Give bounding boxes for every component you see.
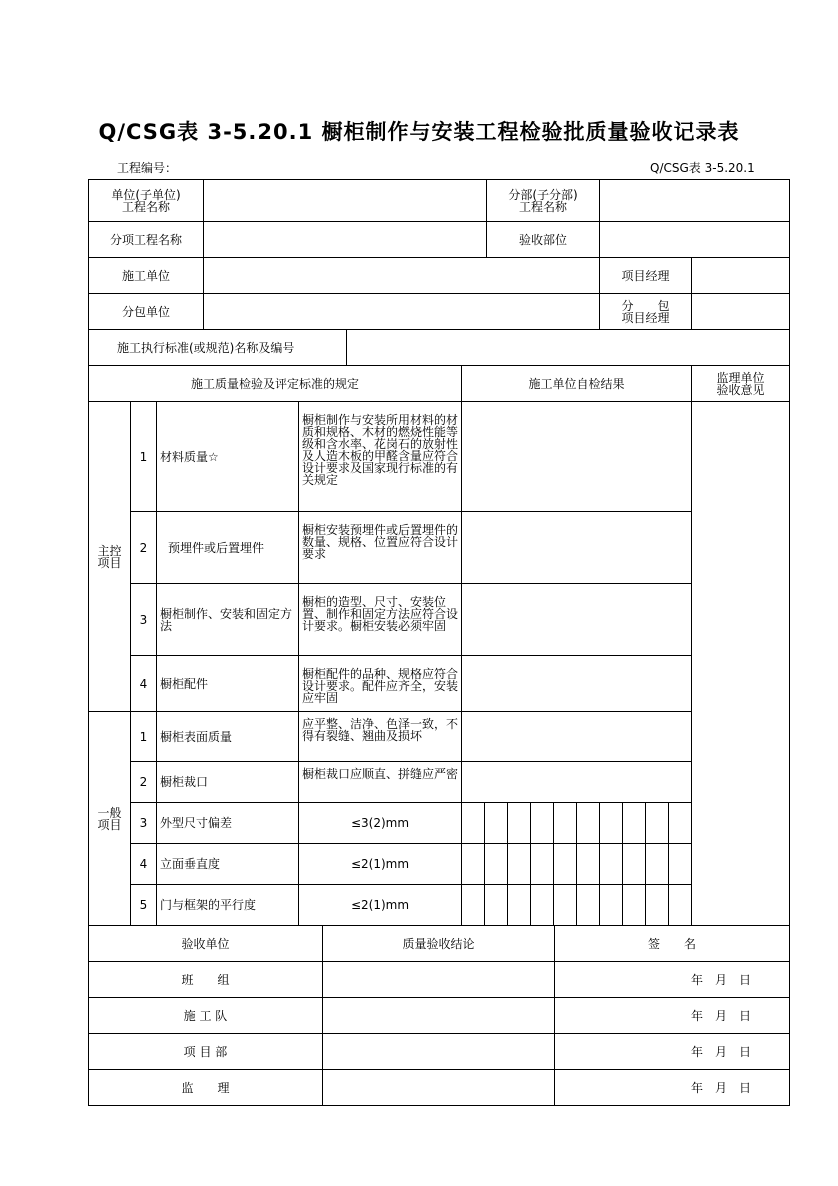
conclusion-field[interactable] <box>323 998 555 1034</box>
conclusion-field[interactable] <box>323 1034 555 1070</box>
acceptance-part-label-text: 验收部位 <box>518 232 567 247</box>
subdivision-label-text: 分部(子分部) 工程名称 <box>508 187 578 214</box>
item-no <box>131 656 157 712</box>
item-no <box>131 512 157 584</box>
subdivision-label <box>487 180 600 222</box>
acceptance-part-label <box>487 222 600 258</box>
measurement-cell[interactable] <box>531 844 554 885</box>
measurement-cell[interactable] <box>646 844 669 885</box>
measurement-cell[interactable] <box>669 803 692 844</box>
measurement-cell[interactable] <box>669 885 692 926</box>
item-name <box>157 803 299 844</box>
item-no-text: 4 <box>139 676 148 691</box>
acceptance-part-field[interactable] <box>600 222 790 258</box>
measurement-cell[interactable] <box>508 844 531 885</box>
item-no-text: 3 <box>139 816 148 830</box>
item-standard <box>299 402 462 512</box>
item-no <box>131 762 157 803</box>
item-no-text: 1 <box>139 449 148 464</box>
item-standard-text: 橱柜制作与安装所用材料的材质和规格、木材的燃烧性能等级和含水率、花岗石的放射性及人造木板的甲醛含量应符合设计要求及国家现行标准的有关规定 <box>302 413 459 487</box>
item-name <box>157 712 299 762</box>
signature-date[interactable] <box>555 998 790 1034</box>
item-standard <box>299 584 462 656</box>
signature-date[interactable] <box>555 962 790 998</box>
item-no-text: 5 <box>139 898 148 912</box>
col-conclusion-text: 质量验收结论 <box>402 936 475 951</box>
measurement-cell[interactable] <box>531 803 554 844</box>
item-name-text: 立面垂直度 <box>160 857 221 871</box>
measurement-cell[interactable] <box>554 844 577 885</box>
col-signature <box>555 926 790 962</box>
item-no-text: 4 <box>139 857 148 871</box>
item-name-label <box>89 222 204 258</box>
signoff-unit-text: 项 目 部 <box>183 1044 228 1059</box>
item-standard <box>299 762 462 803</box>
measurement-cell[interactable] <box>577 844 600 885</box>
item-no <box>131 803 157 844</box>
self-check-field[interactable] <box>462 712 692 762</box>
pm-label <box>600 258 692 294</box>
signature-date-text: 年 月 日 <box>690 972 751 987</box>
form-title: Q/CSG表 3-5.20.1 橱柜制作与安装工程检验批质量验收记录表 <box>98 120 740 144</box>
contractor-label-text: 施工单位 <box>121 268 170 283</box>
col-standard-text: 施工质量检验及评定标准的规定 <box>190 376 359 391</box>
measurement-cell[interactable] <box>531 885 554 926</box>
col-supervision <box>692 366 790 402</box>
contractor-field[interactable] <box>204 258 600 294</box>
signoff-unit <box>89 962 323 998</box>
measurement-cell[interactable] <box>600 885 623 926</box>
item-no-text: 2 <box>139 540 148 555</box>
standard-field[interactable] <box>347 330 790 366</box>
col-self-check-text: 施工单位自检结果 <box>528 376 625 391</box>
col-supervision-text: 监理单位 验收意见 <box>716 370 765 397</box>
item-no-text: 2 <box>139 775 148 789</box>
item-no <box>131 885 157 926</box>
item-no <box>131 402 157 512</box>
measurement-cell[interactable] <box>600 844 623 885</box>
item-standard-text: 橱柜裁口应顺直、拼缝应严密 <box>302 767 459 781</box>
col-self-check <box>462 366 692 402</box>
item-standard-text: ≤2(1)mm <box>350 857 410 871</box>
conclusion-field[interactable] <box>323 962 555 998</box>
item-standard <box>299 885 462 926</box>
item-name <box>157 512 299 584</box>
item-name-text: 预埋件或后置埋件 <box>168 540 265 555</box>
item-name-label-text: 分项工程名称 <box>109 232 182 247</box>
item-no-text: 3 <box>139 612 148 627</box>
col-acceptance-unit <box>89 926 323 962</box>
measurement-cell[interactable] <box>669 844 692 885</box>
measurement-cell[interactable] <box>485 885 508 926</box>
col-acceptance-unit-text: 验收单位 <box>181 936 230 951</box>
subdivision-field[interactable] <box>600 180 790 222</box>
measurement-cell[interactable] <box>577 885 600 926</box>
contractor-label <box>89 258 204 294</box>
item-no <box>131 844 157 885</box>
item-name-text: 橱柜裁口 <box>160 775 209 789</box>
item-name-field[interactable] <box>204 222 487 258</box>
measurement-cell[interactable] <box>554 885 577 926</box>
item-standard <box>299 512 462 584</box>
unit-name-label <box>89 180 204 222</box>
item-name <box>157 885 299 926</box>
item-name <box>157 844 299 885</box>
item-no <box>131 712 157 762</box>
item-no-text: 1 <box>139 729 148 744</box>
measurement-cell[interactable] <box>646 885 669 926</box>
col-standard <box>89 366 462 402</box>
item-standard <box>299 803 462 844</box>
item-name-text: 门与框架的平行度 <box>160 898 257 912</box>
sub-pm-label <box>600 294 692 330</box>
pm-label-text: 项目经理 <box>621 268 670 283</box>
item-no <box>131 584 157 656</box>
self-check-field[interactable] <box>462 656 692 712</box>
measurement-cell[interactable] <box>485 844 508 885</box>
signature-date[interactable] <box>555 1070 790 1106</box>
item-name <box>157 656 299 712</box>
measurement-cell[interactable] <box>623 885 646 926</box>
standard-label <box>89 330 347 366</box>
item-name <box>157 584 299 656</box>
item-standard-text: 橱柜安装预埋件或后置埋件的数量、规格、位置应符合设计要求 <box>302 523 459 561</box>
self-check-field[interactable] <box>462 402 692 512</box>
self-check-field[interactable] <box>462 512 692 584</box>
general-category <box>89 712 131 926</box>
pm-field[interactable] <box>692 258 790 294</box>
signoff-unit-text: 施 工 队 <box>183 1008 228 1023</box>
sub-pm-field[interactable] <box>692 294 790 330</box>
measurement-cell[interactable] <box>462 803 485 844</box>
signoff-unit <box>89 1034 323 1070</box>
item-standard-text: 橱柜配件的品种、规格应符合设计要求。配件应齐全，安装应牢固 <box>302 667 459 705</box>
item-standard-text: 橱柜的造型、尺寸、安装位置、制作和固定方法应符合设计要求。橱柜安装必须牢固 <box>302 595 459 633</box>
measurement-cell[interactable] <box>485 803 508 844</box>
measurement-cell[interactable] <box>577 803 600 844</box>
signoff-unit <box>89 1070 323 1106</box>
measurement-cell[interactable] <box>600 803 623 844</box>
signoff-unit-text: 监 理 <box>181 1080 230 1095</box>
col-signature-text: 签 名 <box>647 936 696 951</box>
item-name <box>157 762 299 803</box>
measurement-cell[interactable] <box>623 844 646 885</box>
main-category <box>89 402 131 712</box>
subcontractor-field[interactable] <box>204 294 600 330</box>
signature-date-text: 年 月 日 <box>690 1080 751 1095</box>
main-category-text: 主控 项目 <box>97 543 122 570</box>
item-name-text: 材料质量☆ <box>160 449 219 464</box>
item-name <box>157 402 299 512</box>
measurement-cell[interactable] <box>623 803 646 844</box>
record-table <box>89 180 790 1106</box>
item-standard-text: ≤2(1)mm <box>350 898 410 912</box>
unit-name-label-text: 单位(子单位) 工程名称 <box>111 187 181 214</box>
standard-label-text: 施工执行标准(或规范)名称及编号 <box>117 340 295 355</box>
item-standard-text: ≤3(2)mm <box>350 816 410 830</box>
supervision-opinion-field[interactable] <box>692 402 790 926</box>
col-conclusion <box>323 926 555 962</box>
item-standard <box>299 712 462 762</box>
self-check-field[interactable] <box>462 584 692 656</box>
form-code: Q/CSG表 3-5.20.1 <box>650 161 755 175</box>
measurement-cell[interactable] <box>508 803 531 844</box>
project-no-label: 工程编号： <box>117 161 178 175</box>
signature-date-text: 年 月 日 <box>690 1008 751 1023</box>
measurement-cell[interactable] <box>508 885 531 926</box>
general-category-text: 一般 项目 <box>97 805 122 832</box>
item-name-text: 橱柜配件 <box>160 676 209 691</box>
conclusion-field[interactable] <box>323 1070 555 1106</box>
measurement-cell[interactable] <box>462 885 485 926</box>
subcontractor-label <box>89 294 204 330</box>
signoff-unit-text: 班 组 <box>181 972 230 987</box>
signature-date-text: 年 月 日 <box>690 1044 751 1059</box>
item-name-text: 橱柜表面质量 <box>160 729 233 744</box>
self-check-field[interactable] <box>462 762 692 803</box>
item-standard <box>299 844 462 885</box>
signature-date[interactable] <box>555 1034 790 1070</box>
subcontractor-label-text: 分包单位 <box>121 304 170 319</box>
measurement-cell[interactable] <box>462 844 485 885</box>
item-name-text: 橱柜制作、安装和固定方法 <box>160 606 293 633</box>
measurement-cell[interactable] <box>646 803 669 844</box>
item-standard-text: 应平整、洁净、色泽一致，不得有裂缝、翘曲及损坏 <box>302 717 459 743</box>
sub-pm-label-text: 分 包 项目经理 <box>621 298 670 325</box>
signoff-unit <box>89 998 323 1034</box>
measurement-cell[interactable] <box>554 803 577 844</box>
item-name-text: 外型尺寸偏差 <box>160 816 233 830</box>
unit-name-field[interactable] <box>204 180 487 222</box>
item-standard <box>299 656 462 712</box>
